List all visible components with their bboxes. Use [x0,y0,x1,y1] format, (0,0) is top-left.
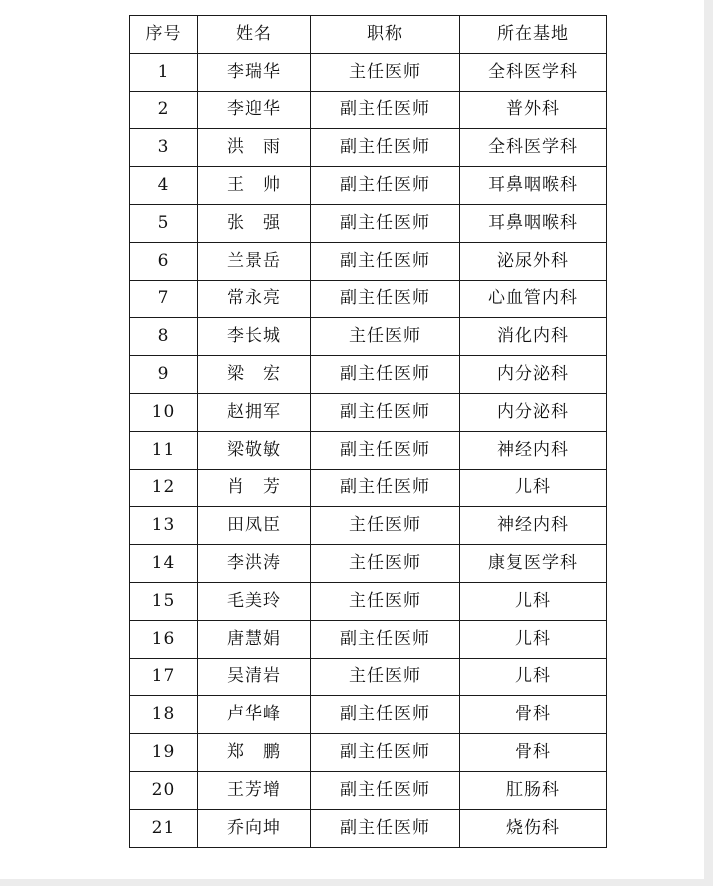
table-row [130,318,607,356]
cell-seq: 11 [130,431,198,469]
cell-title: 副主任医师 [311,356,460,394]
cell-seq: 6 [130,242,198,280]
cell-name: 唐慧娟 [198,620,311,658]
table-row [130,545,607,583]
cell-seq: 3 [130,129,198,167]
header-title: 职称 [311,16,460,54]
cell-title: 副主任医师 [311,242,460,280]
header-seq: 序号 [130,16,198,54]
table-row [130,129,607,167]
cell-title: 副主任医师 [311,734,460,772]
cell-title: 副主任医师 [311,129,460,167]
cell-title: 主任医师 [311,507,460,545]
cell-title: 主任医师 [311,318,460,356]
cell-name: 郑 鹏 [198,734,311,772]
cell-seq: 16 [130,620,198,658]
table-header-row [130,16,607,54]
table-row [130,204,607,242]
cell-seq: 20 [130,771,198,809]
cell-seq: 10 [130,393,198,431]
cell-name: 常永亮 [198,280,311,318]
cell-department: 全科医学科 [460,53,607,91]
cell-department: 全科医学科 [460,129,607,167]
cell-seq: 14 [130,545,198,583]
table-row [130,280,607,318]
cell-department: 耳鼻咽喉科 [460,204,607,242]
cell-seq: 1 [130,53,198,91]
cell-name: 李迎华 [198,91,311,129]
cell-department: 烧伤科 [460,809,607,847]
cell-seq: 7 [130,280,198,318]
page-edge-right [704,0,713,886]
cell-department: 普外科 [460,91,607,129]
table-row [130,507,607,545]
table-row [130,620,607,658]
cell-department: 康复医学科 [460,545,607,583]
cell-title: 副主任医师 [311,204,460,242]
table-row [130,356,607,394]
cell-title: 副主任医师 [311,469,460,507]
page-edge-bottom [0,879,713,886]
cell-department: 消化内科 [460,318,607,356]
cell-name: 李洪涛 [198,545,311,583]
cell-department: 神经内科 [460,507,607,545]
cell-department: 儿科 [460,582,607,620]
table-body [130,53,607,847]
cell-name: 赵拥军 [198,393,311,431]
table-row [130,91,607,129]
cell-seq: 5 [130,204,198,242]
table-row [130,809,607,847]
cell-name: 梁 宏 [198,356,311,394]
cell-seq: 4 [130,167,198,205]
cell-title: 主任医师 [311,53,460,91]
cell-title: 副主任医师 [311,696,460,734]
cell-name: 吴清岩 [198,658,311,696]
cell-name: 李瑞华 [198,53,311,91]
cell-title: 主任医师 [311,582,460,620]
header-name: 姓名 [198,16,311,54]
cell-seq: 8 [130,318,198,356]
cell-department: 骨科 [460,696,607,734]
cell-seq: 17 [130,658,198,696]
cell-seq: 18 [130,696,198,734]
table-row [130,696,607,734]
table-row [130,242,607,280]
cell-department: 儿科 [460,620,607,658]
table-row [130,658,607,696]
cell-seq: 12 [130,469,198,507]
cell-name: 王 帅 [198,167,311,205]
table-row [130,734,607,772]
cell-title: 主任医师 [311,658,460,696]
cell-name: 兰景岳 [198,242,311,280]
cell-department: 泌尿外科 [460,242,607,280]
header-department: 所在基地 [460,16,607,54]
cell-seq: 9 [130,356,198,394]
cell-title: 副主任医师 [311,393,460,431]
cell-name: 卢华峰 [198,696,311,734]
table-row [130,582,607,620]
cell-seq: 21 [130,809,198,847]
cell-name: 肖 芳 [198,469,311,507]
cell-name: 李长城 [198,318,311,356]
cell-title: 副主任医师 [311,91,460,129]
cell-name: 王芳增 [198,771,311,809]
cell-title: 副主任医师 [311,771,460,809]
cell-department: 儿科 [460,658,607,696]
cell-department: 内分泌科 [460,356,607,394]
cell-department: 心血管内科 [460,280,607,318]
cell-title: 副主任医师 [311,167,460,205]
cell-department: 骨科 [460,734,607,772]
cell-department: 内分泌科 [460,393,607,431]
cell-title: 副主任医师 [311,431,460,469]
cell-department: 耳鼻咽喉科 [460,167,607,205]
cell-name: 乔向坤 [198,809,311,847]
cell-name: 毛美玲 [198,582,311,620]
cell-name: 张 强 [198,204,311,242]
table-row [130,771,607,809]
cell-title: 副主任医师 [311,280,460,318]
cell-department: 肛肠科 [460,771,607,809]
cell-title: 副主任医师 [311,809,460,847]
table-row [130,431,607,469]
cell-department: 神经内科 [460,431,607,469]
cell-seq: 19 [130,734,198,772]
cell-title: 副主任医师 [311,620,460,658]
cell-seq: 2 [130,91,198,129]
cell-name: 梁敬敏 [198,431,311,469]
cell-name: 田凤臣 [198,507,311,545]
table-row [130,53,607,91]
cell-seq: 13 [130,507,198,545]
cell-seq: 15 [130,582,198,620]
table-row [130,393,607,431]
table-row [130,167,607,205]
cell-name: 洪 雨 [198,129,311,167]
table-row [130,469,607,507]
cell-department: 儿科 [460,469,607,507]
cell-title: 主任医师 [311,545,460,583]
doctor-roster-table [129,15,607,848]
